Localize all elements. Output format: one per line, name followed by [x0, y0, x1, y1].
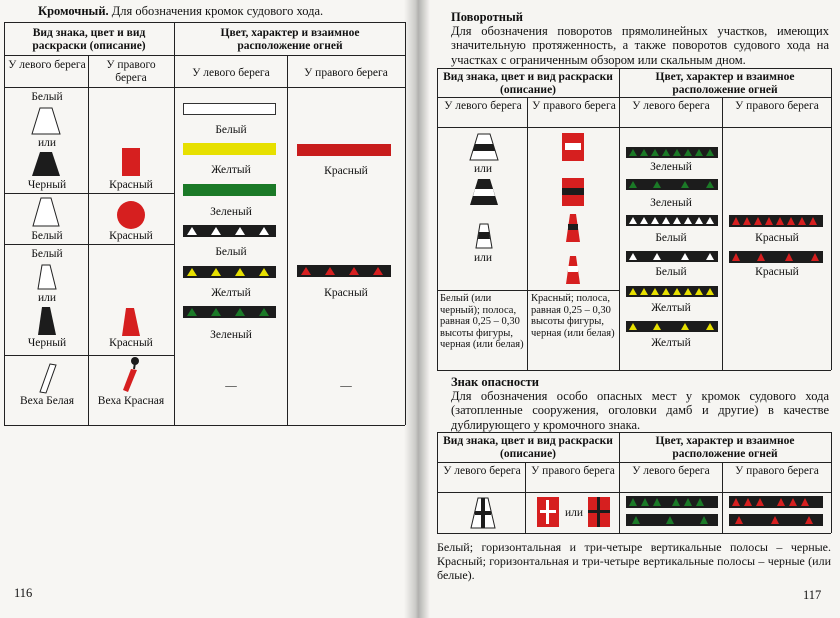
red-circle-icon: [117, 201, 145, 229]
turning-sub-left-2: У левого берега: [632, 100, 710, 112]
turning-intro: Для обозначения поворотов прямолинейных участков, имеющих значительную протяженность, а также поворотов судового хода на участках с ограниченным обзором или скальным дном.: [451, 24, 829, 67]
turning-desc-left: Белый (или черный); полоса, равная 0,25 – 0,30 высоты фигуры, черная (или белая): [440, 293, 524, 350]
danger-flashing-red-lights-bar: [729, 496, 823, 508]
left-page: [0, 0, 415, 618]
light-label: Красный: [755, 266, 799, 278]
left-heading-bold: Кромочный.: [38, 4, 109, 18]
turning-or-label: или: [473, 252, 493, 264]
red-cone-white-band-icon: [565, 255, 581, 285]
light-label: Белый: [215, 246, 247, 258]
light-label: Желтый: [211, 164, 251, 176]
trapezoid-black-white-band-icon: [469, 178, 499, 206]
turning-col2-header: Цвет, характер и взаимное расположение огней: [655, 71, 795, 96]
r2-white-label: Белый: [31, 230, 63, 242]
left-table-col2-header: Цвет, характер и взаимное расположение огней: [220, 27, 360, 52]
danger-or-label: или: [564, 507, 584, 519]
light-label: Зеленый: [650, 197, 692, 209]
danger-red-rectangle-white-cross-icon: [537, 497, 559, 527]
left-heading-rest: Для обозначения кромок судового хода.: [108, 4, 324, 18]
light-label: Зеленый: [650, 161, 692, 173]
light-label: Красный: [755, 232, 799, 244]
left-table-sub-right-2: У правого берега: [304, 67, 388, 79]
spaced-red-lights-bar: [729, 251, 823, 263]
r1-white-label: Белый: [31, 91, 63, 103]
light-label: Красный: [324, 165, 368, 177]
spaced-white-lights-bar: [626, 251, 718, 262]
left-table-sub-left-1: У левого берега: [8, 59, 86, 71]
flashing-green-lights-bar: [626, 147, 718, 158]
flashing-red-lights-bar: [297, 265, 391, 277]
trapezoid-white-icon: [30, 107, 62, 135]
light-label: Желтый: [211, 287, 251, 299]
danger-footer-text: Белый; горизонтальная и три-четыре вертикальные полосы – черные. Красный; горизонтальная и три-четыре вертикальные полосы – черные (или белые).: [437, 540, 831, 582]
light-label: Белый: [655, 232, 687, 244]
red-rectangle-black-band-icon: [562, 178, 584, 206]
dash-right: —: [340, 380, 352, 392]
danger-sub-right-2: У правого берега: [735, 465, 819, 477]
left-table-sub-left-2: У левого берега: [192, 67, 270, 79]
red-rectangle-icon: [122, 148, 140, 176]
r1-black-label: Черный: [27, 179, 67, 191]
turning-or-label: или: [473, 163, 493, 175]
book-gutter-shadow: [404, 0, 430, 618]
flashing-yellow-lights-bar: [626, 286, 718, 297]
light-label: Зеленый: [210, 329, 252, 341]
r3-red-label: Красный: [109, 337, 153, 349]
r3-black-label: Черный: [27, 337, 67, 349]
turning-sub-right-1: У правого берега: [532, 100, 616, 112]
r2-red-label: Красный: [109, 230, 153, 242]
danger-spaced-green-lights-bar: [626, 514, 718, 526]
r1-or-label: или: [37, 137, 57, 149]
white-light-bar: [183, 103, 276, 115]
spaced-yellow-lights-bar: [626, 321, 718, 332]
narrow-trapezoid-black-icon: [37, 306, 57, 336]
red-cone-black-band-icon: [565, 213, 581, 243]
r4-right-label: Веха Красная: [97, 395, 165, 407]
trapezoid-black-icon: [30, 151, 62, 177]
turning-heading: Поворотный: [451, 10, 523, 24]
light-label: Белый: [215, 124, 247, 136]
narrow-trapezoid-red-icon: [121, 307, 141, 337]
turning-desc-right: Красный; полоса, равная 0,25 – 0,30 высоты фигуры, черная (или белая): [531, 293, 615, 339]
yellow-light-bar: [183, 143, 276, 155]
danger-sub-left-2: У левого берега: [632, 465, 710, 477]
r1-red-label: Красный: [109, 179, 153, 191]
narrow-trapezoid-white-icon: [37, 264, 57, 290]
dash-left: —: [225, 380, 237, 392]
red-rectangle-white-band-icon: [562, 133, 584, 161]
light-label: Желтый: [651, 302, 691, 314]
light-label: Белый: [655, 266, 687, 278]
white-spar-buoy-icon: [38, 364, 58, 394]
flashing-white-lights-bar: [626, 215, 718, 226]
danger-sub-left-1: У левого берега: [443, 465, 521, 477]
r3-or-label: или: [37, 292, 57, 304]
right-page: [415, 0, 840, 618]
light-label: Желтый: [651, 337, 691, 349]
flashing-white-lights-bar: [183, 225, 276, 237]
flashing-green-lights-bar: [183, 306, 276, 318]
spaced-green-lights-bar: [626, 179, 718, 190]
danger-flashing-green-lights-bar: [626, 496, 718, 508]
flashing-red-lights-bar: [729, 215, 823, 227]
red-spar-buoy-icon: [121, 357, 143, 393]
danger-red-rectangle-black-cross-icon: [588, 497, 610, 527]
light-label: Красный: [324, 287, 368, 299]
left-table-sub-right-1: У правого берега: [106, 59, 156, 84]
left-table-col1-header: Вид знака, цвет и вид раскраски (описание): [32, 27, 146, 52]
danger-sub-right-1: У правого берега: [531, 465, 615, 477]
page-number: 116: [14, 586, 33, 600]
left-heading: [38, 4, 378, 18]
green-light-bar: [183, 184, 276, 196]
danger-heading: Знак опасности: [451, 375, 539, 389]
danger-col2-header: Цвет, характер и взаимное расположение огней: [655, 435, 795, 460]
trapezoid-white-icon: [32, 197, 60, 227]
r4-left-label: Веха Белая: [19, 395, 75, 407]
flashing-yellow-lights-bar: [183, 266, 276, 278]
narrow-trapezoid-banded-icon: [475, 223, 493, 249]
danger-trapezoid-white-cross-icon: [470, 497, 496, 529]
light-label: Зеленый: [210, 206, 252, 218]
turning-sub-right-2: У правого берега: [735, 100, 819, 112]
trapezoid-white-black-band-icon: [469, 133, 499, 161]
danger-col1-header: Вид знака, цвет и вид раскраски (описание): [443, 435, 613, 460]
turning-sub-left-1: У левого берега: [444, 100, 522, 112]
page-number: 117: [803, 588, 822, 602]
turning-col1-header: Вид знака, цвет и вид раскраски (описание): [443, 71, 613, 96]
danger-spaced-red-lights-bar: [729, 514, 823, 526]
danger-intro: Для обозначения особо опасных мест у кромок судового хода (затопленные сооружения, оголовки дамб и другие) в качестве дублирующего у кромочного знака.: [451, 389, 829, 432]
red-light-bar: [297, 144, 391, 156]
r3-white-label: Белый: [31, 248, 63, 260]
